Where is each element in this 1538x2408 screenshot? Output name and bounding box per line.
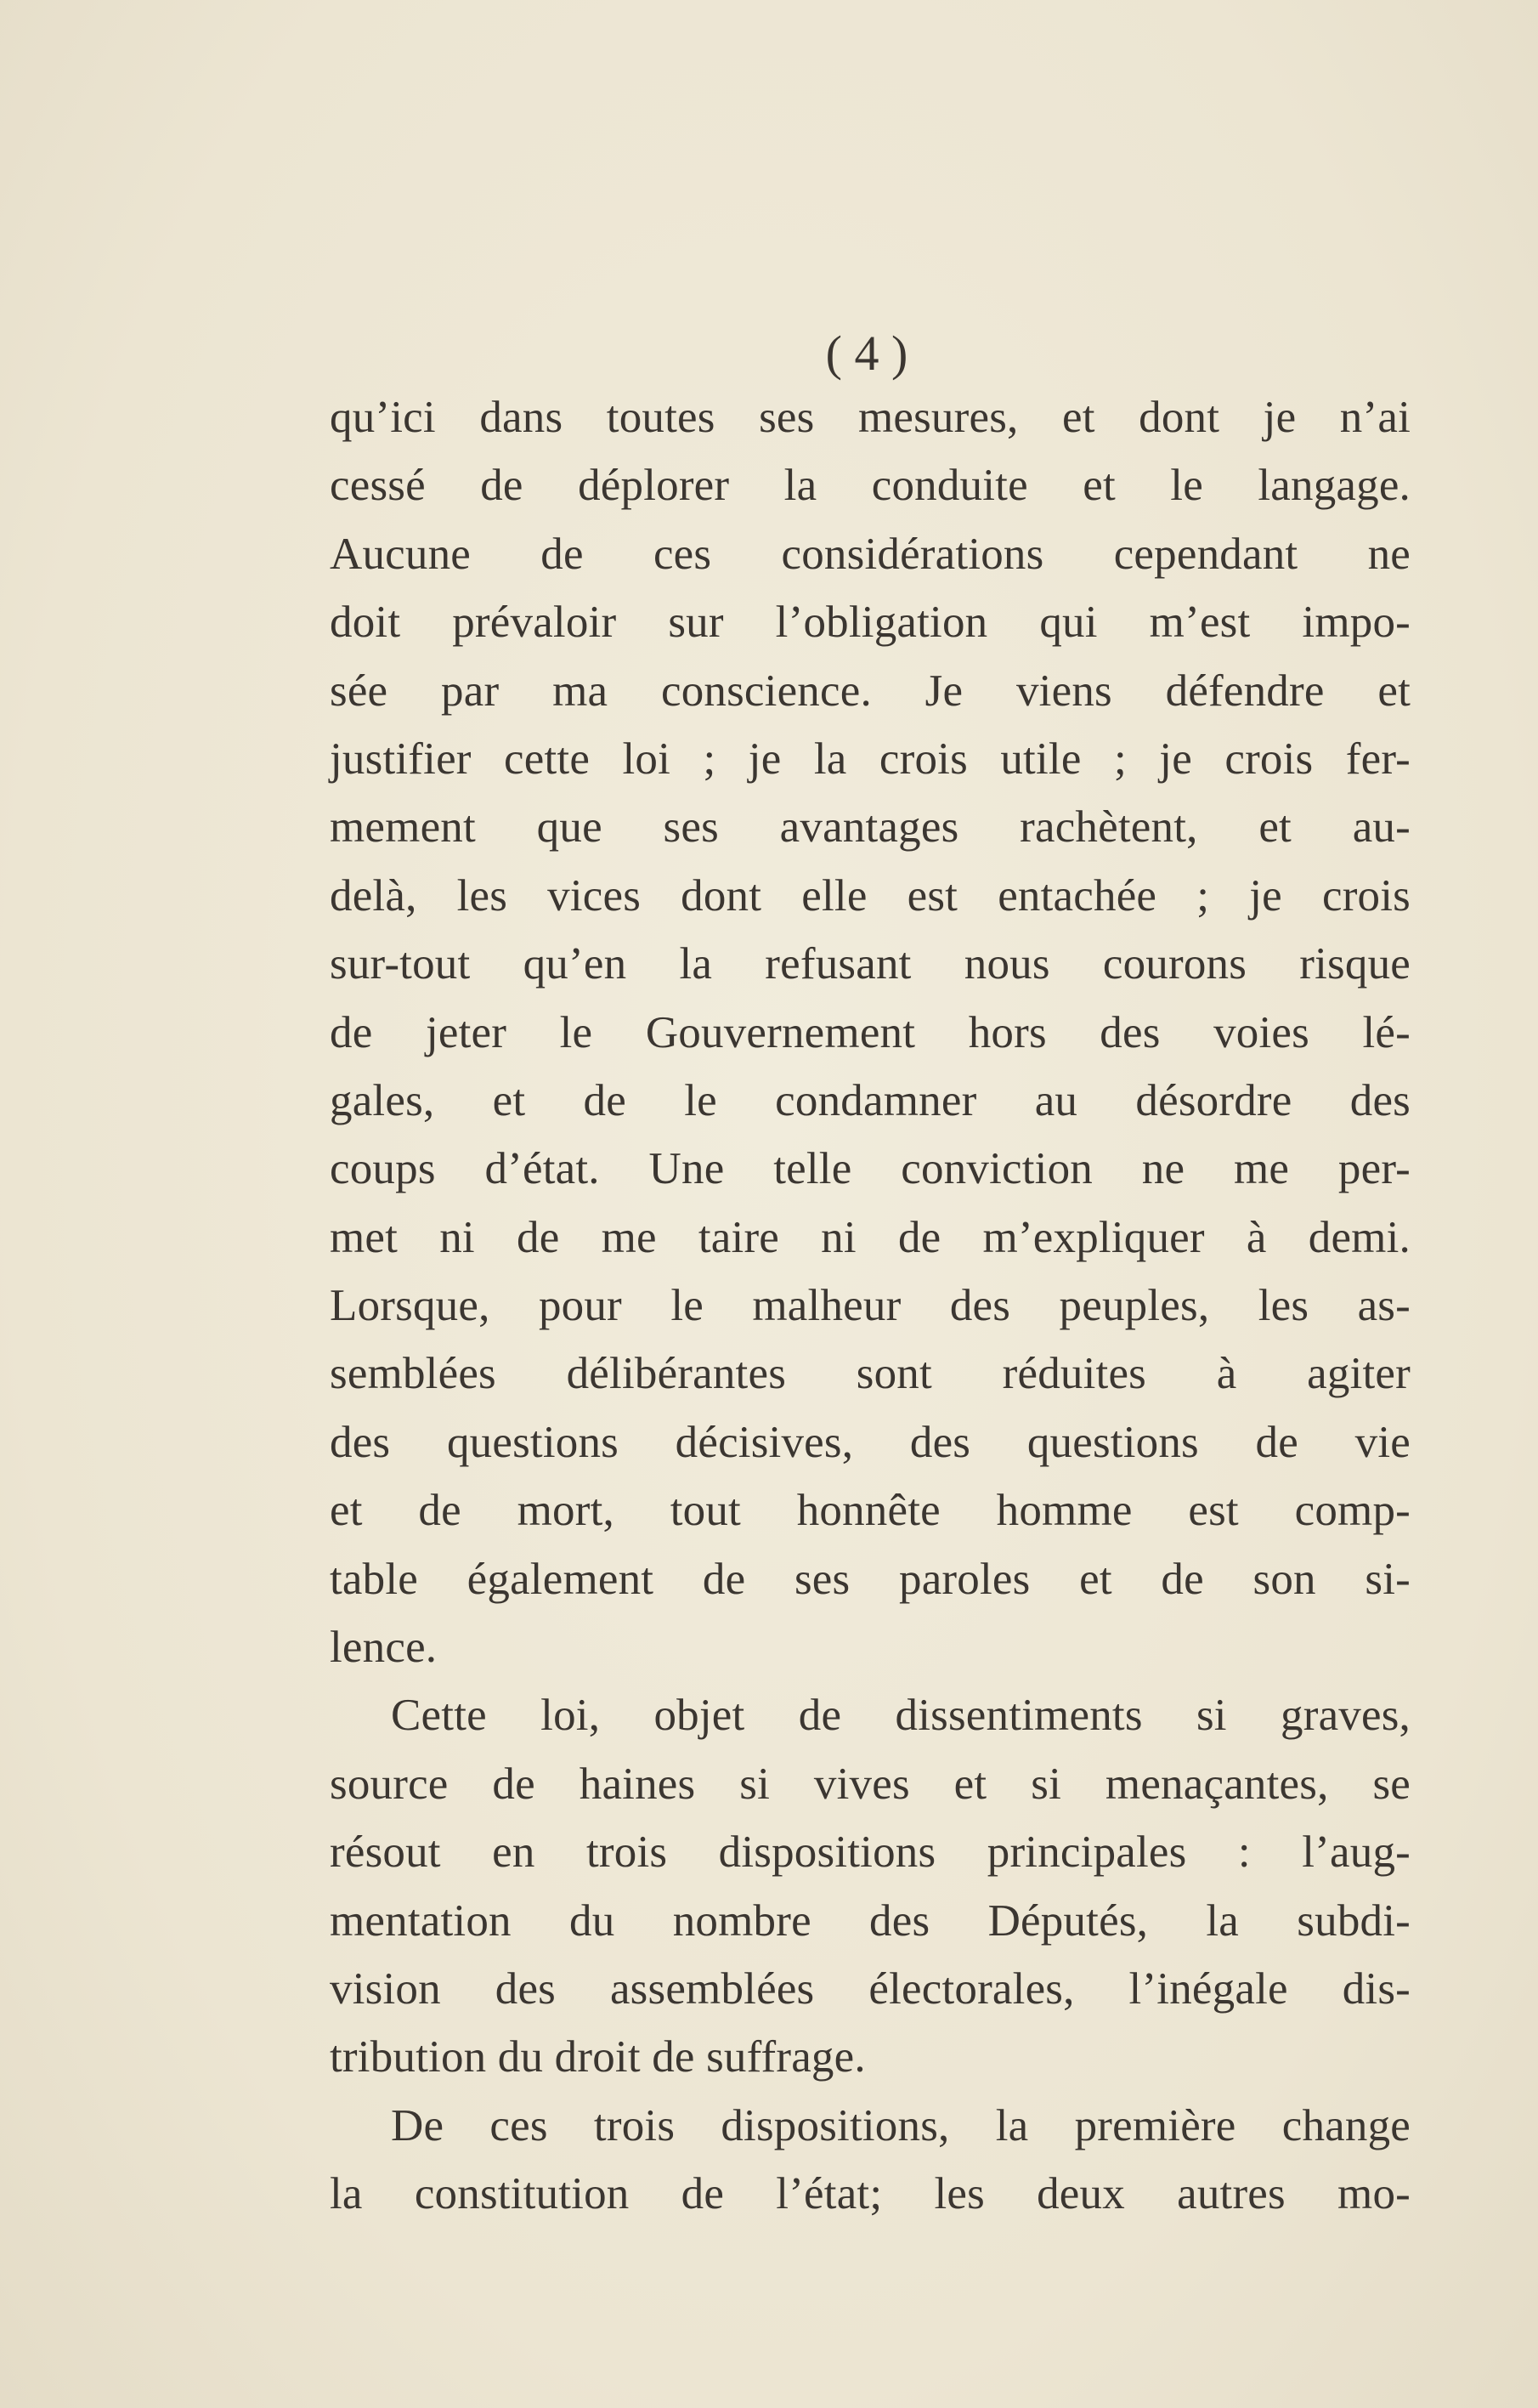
text-line: delà, les vices dont elle est entachée ; je crois [330, 870, 1411, 921]
text-line: de jeter le Gouvernement hors des voies lé- [330, 1007, 1411, 1057]
text-line: gales, et de le condamner au désordre des [330, 1075, 1411, 1125]
text-line: source de haines si vives et si menaçantes, se [330, 1759, 1411, 1809]
text-line: lence. [330, 1623, 438, 1673]
text-line: semblées délibérantes sont réduites à agiter [330, 1349, 1411, 1399]
text-line: doit prévaloir sur l’obligation qui m’est impo- [330, 598, 1411, 648]
text-line: mement que ses avantages rachètent, et au- [330, 802, 1411, 853]
text-line: Cette loi, objet de dissentiments si graves, [391, 1691, 1411, 1741]
text-line: sée par ma conscience. Je viens défendre et [330, 666, 1411, 716]
text-line: la constitution de l’état; les deux autres mo- [330, 2169, 1411, 2219]
text-line: des questions décisives, des questions de vie [330, 1417, 1411, 1467]
text-line: mentation du nombre des Députés, la subdi- [330, 1895, 1411, 1946]
text-line: met ni de me taire ni de m’expliquer à demi. [330, 1212, 1411, 1262]
text-line: sur-tout qu’en la refusant nous courons risque [330, 939, 1411, 989]
text-line: vision des assemblées électorales, l’inégale dis- [330, 1963, 1411, 2014]
text-line: et de mort, tout honnête homme est comp- [330, 1486, 1411, 1536]
text-line: qu’ici dans toutes ses mesures, et dont je n’ai [330, 393, 1411, 442]
text-line: De ces trois dispositions, la première change [391, 2100, 1411, 2150]
text-line: Lorsque, pour le malheur des peuples, les as- [330, 1281, 1411, 1331]
text-line: table également de ses paroles et de son si- [330, 1554, 1411, 1604]
text-line: tribution du droit de suffrage. [330, 2032, 866, 2082]
text-line: coups d’état. Une telle conviction ne me per- [330, 1144, 1411, 1194]
body-text [330, 383, 1411, 2229]
text-line: résout en trois dispositions principales : l’aug- [330, 1827, 1411, 1878]
page-number: ( 4 ) [825, 326, 908, 381]
text-line: Aucune de ces considérations cependant ne [330, 529, 1411, 579]
text-line: cessé de déplorer la conduite et le langage. [330, 461, 1411, 511]
text-line: justifier cette loi ; je la crois utile ; je crois fer- [330, 734, 1411, 784]
